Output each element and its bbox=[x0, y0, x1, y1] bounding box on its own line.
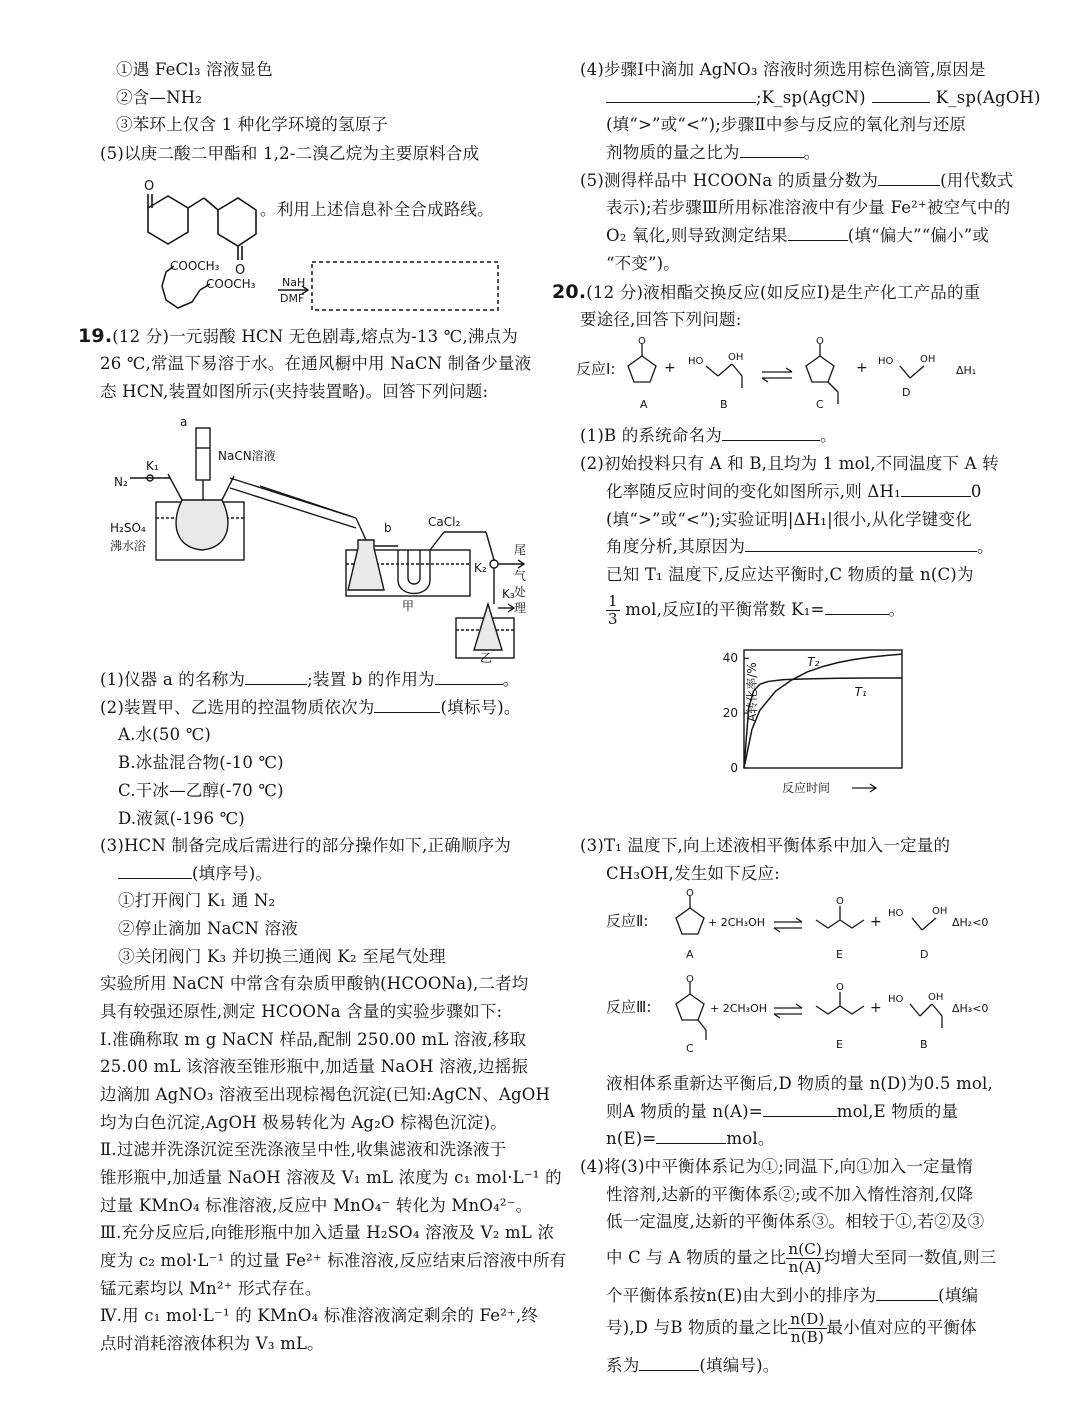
option-c: C.干冰—乙醇(-70 ℃) bbox=[118, 781, 284, 800]
series-label-1: T₂ bbox=[807, 654, 820, 669]
answer-blank[interactable] bbox=[722, 426, 820, 441]
xlabel-arrow bbox=[852, 784, 876, 792]
procedure-line: 均为白色沉淀,AgOH 极易转化为 Ag₂O 棕褐色沉淀)。 bbox=[100, 1113, 507, 1132]
q18-5-tail: 。利用上述信息补全合成路线。 bbox=[260, 200, 494, 219]
answer-blank[interactable] bbox=[901, 482, 971, 497]
label-k3: K₃ bbox=[502, 587, 515, 601]
ksp-agoh: K_sp(AgOH) bbox=[935, 88, 1041, 107]
operation-3: ③关闭阀门 K₃ 并切换三通阀 K₂ 至尾气处理 bbox=[118, 947, 446, 966]
synthesis-route bbox=[140, 256, 510, 326]
q19-2-tail: (填标号)。 bbox=[440, 698, 521, 717]
q20-heading bbox=[552, 282, 980, 303]
q20-4-db-text: 号),D 与B 物质的量之比 bbox=[606, 1318, 789, 1337]
route-group-1: COOCH₃ bbox=[170, 259, 220, 273]
reaction-3-scheme bbox=[606, 972, 1006, 1056]
q19-4-ratio: 剂物质的量之比为 bbox=[606, 143, 740, 162]
condition-3: ③苯环上仅含 1 种化学环境的氢原子 bbox=[116, 115, 389, 134]
atom-o: O bbox=[686, 974, 694, 985]
q20-3-e: mol,E 物质的量 bbox=[836, 1102, 959, 1121]
atom-o: O bbox=[836, 982, 844, 993]
procedure-line: 锥形瓶中,加适量 NaOH 溶液及 V₁ mL 浓度为 c₁ mol·L⁻¹ 的 bbox=[100, 1168, 562, 1187]
q20-1 bbox=[580, 426, 837, 446]
q19-line-3: 态 HCN,装置如图所示(夹持装置略)。回答下列问题: bbox=[100, 382, 489, 401]
answer-blank[interactable] bbox=[872, 88, 930, 103]
q19-line-1: (12 分)一元弱酸 HCN 无色剧毒,熔点为-13 ℃,沸点为 bbox=[112, 327, 518, 346]
label-nacn: NaCN溶液 bbox=[218, 449, 276, 463]
answer-blank[interactable] bbox=[606, 88, 756, 103]
q19-5-o2: O₂ 氧化,则导致测定结果 bbox=[606, 226, 788, 245]
q19-number: 19. bbox=[78, 325, 113, 347]
y-tick-label: 40 bbox=[722, 651, 738, 666]
q20-2-end: 。 bbox=[977, 537, 994, 556]
q20-3-mol: mol。 bbox=[726, 1129, 775, 1148]
procedure-line: 边滴加 AgNO₃ 溶液至出现棕褐色沉淀(已知:AgCN、AgOH bbox=[100, 1085, 551, 1104]
q19-3-tail: (填序号)。 bbox=[192, 864, 273, 883]
procedure-line: Ⅲ.充分反应后,向锥形瓶中加入适量 H₂SO₄ 溶液及 V₂ mL 浓 bbox=[100, 1223, 555, 1242]
label-A: A bbox=[686, 948, 694, 961]
label-waste-2: 气 bbox=[514, 569, 527, 583]
conversion-chart bbox=[700, 640, 920, 824]
procedure-line: 25.00 mL 该溶液至锥形瓶中,加适量 NaOH 溶液,边摇振 bbox=[100, 1057, 529, 1076]
atom-ho: HO bbox=[888, 994, 904, 1005]
label-C: C bbox=[686, 1042, 694, 1055]
q20-4-line-5 bbox=[606, 1286, 978, 1306]
q20-1-text: (1)B 的系统命名为 bbox=[580, 426, 722, 445]
procedure-line: 过量 KMnO₄ 标准溶液,反应中 MnO₄⁻ 转化为 MnO₄²⁻。 bbox=[100, 1196, 533, 1215]
atom-o: O bbox=[816, 336, 824, 347]
atom-o: O bbox=[638, 336, 646, 347]
q20-3-ne: n(E)= bbox=[606, 1129, 657, 1148]
fraction-nd-nb bbox=[788, 1311, 826, 1346]
option-d: D.液氮(-196 ℃) bbox=[118, 809, 245, 828]
q19-3-answer bbox=[118, 864, 272, 884]
answer-blank[interactable] bbox=[435, 670, 503, 685]
label-D: D bbox=[920, 948, 929, 961]
label-yi: 乙 bbox=[480, 651, 493, 664]
condition-2: ②含—NH₂ bbox=[116, 88, 203, 107]
q20-4-order-tail: (填编 bbox=[938, 1286, 979, 1305]
label-D: D bbox=[902, 386, 911, 399]
operation-2: ②停止滴加 NaCN 溶液 bbox=[118, 919, 298, 938]
atom-oh: OH bbox=[920, 354, 936, 365]
option-b: B.冰盐混合物(-10 ℃) bbox=[118, 753, 284, 772]
q20-2-k1-end: 。 bbox=[888, 600, 906, 619]
fraction-numerator: n(D) bbox=[790, 1310, 825, 1328]
fraction-nc-na bbox=[786, 1241, 824, 1276]
label-waste-1: 尾 bbox=[514, 543, 527, 557]
route-group-2: COOCH₃ bbox=[206, 277, 256, 291]
q19-1-part-c: 。 bbox=[502, 670, 520, 689]
q19-heading bbox=[78, 326, 518, 347]
y-tick-label: 0 bbox=[730, 761, 738, 775]
q19-line-2: 26 ℃,常温下易溶于水。在通风橱中用 NaCN 制备少量液 bbox=[100, 354, 532, 373]
q19-4-line-2 bbox=[606, 88, 1041, 108]
q20-4-line-1: (4)将(3)中平衡体系记为①;同温下,向①加入一定量惰 bbox=[580, 1157, 974, 1176]
q20-4-line-3: 低一定温度,达新的平衡体系③。相较于①,若②及③ bbox=[606, 1212, 985, 1231]
q20-4-order: 个平衡体系按n(E)由大到小的排序为 bbox=[606, 1286, 877, 1305]
label-h2so4: H₂SO₄ bbox=[110, 521, 146, 535]
operation-1: ①打开阀门 K₁ 通 N₂ bbox=[118, 891, 276, 910]
label-E: E bbox=[836, 1038, 843, 1051]
atom-ho: HO bbox=[888, 908, 904, 919]
ketone-o-2: O bbox=[235, 263, 246, 278]
label-k2: K₂ bbox=[474, 561, 487, 575]
q20-2-zero: 0 bbox=[970, 482, 982, 501]
label-E: E bbox=[836, 948, 843, 961]
apparatus-diagram bbox=[110, 414, 530, 664]
q20-1-tail: 。 bbox=[819, 426, 837, 445]
procedure-line: Ⅰ.准确称取 m g NaCN 样品,配制 250.00 mL 溶液,移取 bbox=[100, 1030, 527, 1049]
q19-5-tail: (用代数式 bbox=[940, 171, 1014, 190]
answer-blank[interactable] bbox=[374, 698, 440, 713]
q19-5-line-4: “不变”)。 bbox=[606, 254, 681, 273]
q20-4-line-4 bbox=[606, 1238, 996, 1278]
fraction-numerator: 1 bbox=[608, 592, 618, 610]
route-reagent-bottom: DMF bbox=[280, 292, 305, 305]
q20-4-ratio-text: 中 C 与 A 物质的量之比 bbox=[606, 1248, 787, 1267]
procedure-line: Ⅳ.用 c₁ mol·L⁻¹ 的 KMnO₄ 标准溶液滴定剩余的 Fe²⁺,终 bbox=[100, 1306, 539, 1325]
procedure-line: 实验所用 NaCN 中常含有杂质甲酸钠(HCOONa),二者均 bbox=[100, 974, 529, 993]
ksp-agcn: ;K_sp(AgCN) bbox=[756, 88, 866, 107]
label-k1: K₁ bbox=[146, 459, 159, 473]
q19-1-part-a: (1)仪器 a 的名称为 bbox=[100, 670, 246, 689]
q20-2-line-1: (2)初始投料只有 A 和 B,且均为 1 mol,不同温度下 A 转 bbox=[580, 454, 999, 473]
answer-blank[interactable] bbox=[245, 670, 307, 685]
chart-frame bbox=[744, 650, 902, 768]
fraction-denominator: n(A) bbox=[788, 1258, 822, 1276]
q20-4-line-6 bbox=[606, 1308, 977, 1348]
series-line-2 bbox=[744, 678, 902, 768]
series-line-1 bbox=[744, 654, 902, 768]
answer-blank[interactable] bbox=[740, 143, 804, 158]
plus-sign: + bbox=[856, 360, 868, 376]
label-a: a bbox=[180, 415, 188, 429]
answer-blank[interactable] bbox=[876, 1286, 938, 1301]
q20-2-line-5: 已知 T₁ 温度下,反应达平衡时,C 物质的量 n(C)为 bbox=[606, 565, 974, 584]
q20-2-line-2 bbox=[606, 482, 982, 502]
plus-sign: + bbox=[870, 914, 882, 930]
answer-blank[interactable] bbox=[639, 1356, 699, 1371]
answer-blank[interactable] bbox=[878, 171, 940, 186]
atom-oh: OH bbox=[932, 906, 948, 917]
q19-3: (3)HCN 制备完成后需进行的部分操作如下,正确顺序为 bbox=[100, 836, 511, 855]
y-tick-label: 20 bbox=[722, 706, 738, 721]
q19-4-line-4 bbox=[606, 143, 820, 163]
q20-4-db-tail: 最小值对应的平衡体 bbox=[826, 1318, 977, 1337]
answer-blank[interactable] bbox=[745, 537, 977, 552]
answer-blank[interactable] bbox=[656, 1129, 726, 1144]
label-C: C bbox=[816, 398, 824, 411]
label-waste-4: 理 bbox=[514, 601, 527, 615]
q20-number: 20. bbox=[552, 281, 587, 303]
label-cacl2: CaCl₂ bbox=[428, 515, 461, 529]
q20-3-na: 则A 物质的量 n(A)= bbox=[606, 1102, 763, 1121]
label-B: B bbox=[920, 1038, 928, 1051]
q20-2-line-4 bbox=[606, 537, 994, 557]
q19-4-end: 。 bbox=[803, 143, 821, 162]
q20-3-after-1: 液相体系重新达平衡后,D 物质的量 n(D)为0.5 mol, bbox=[606, 1074, 993, 1093]
answer-blank[interactable] bbox=[763, 1102, 837, 1117]
option-a: A.水(50 ℃) bbox=[118, 725, 212, 744]
q20-2-k1: mol,反应Ⅰ的平衡常数 K₁= bbox=[625, 600, 825, 619]
q20-4-system-tail: (填编号)。 bbox=[699, 1356, 780, 1375]
q20-2-reason: 角度分析,其原因为 bbox=[606, 537, 746, 556]
q18-5-text: (5)以庚二酸二甲酯和 1,2-二溴乙烷为主要原料合成 bbox=[100, 144, 480, 163]
q19-2-text: (2)装置甲、乙选用的控温物质依次为 bbox=[100, 698, 375, 717]
label-n2: N₂ bbox=[114, 475, 128, 489]
answer-blank[interactable] bbox=[825, 600, 889, 615]
plus-sign: + bbox=[870, 1000, 882, 1016]
q20-3-line-2: CH₃OH,发生如下反应: bbox=[606, 864, 780, 883]
atom-ho: HO bbox=[878, 356, 894, 367]
label-b: b bbox=[384, 521, 392, 535]
series-label-2: T₁ bbox=[854, 684, 867, 699]
q20-2-dh: 化率随反应时间的变化如图所示,则 ΔH₁ bbox=[606, 482, 901, 501]
procedure-line: 点时消耗溶液体积为 V₃ mL。 bbox=[100, 1334, 324, 1353]
q20-4-ratio-tail: 均增大至同一数值,则三 bbox=[823, 1248, 997, 1267]
answer-blank[interactable] bbox=[788, 226, 848, 241]
q20-3-line-1: (3)T₁ 温度下,向上述液相平衡体系中加入一定量的 bbox=[580, 836, 951, 855]
reaction-2-label: 反应Ⅱ: bbox=[606, 912, 649, 930]
reaction-1-scheme bbox=[576, 334, 1006, 414]
label-bath: 沸水浴 bbox=[110, 539, 147, 553]
fraction-one-third bbox=[606, 593, 620, 628]
fraction-numerator: n(C) bbox=[788, 1240, 822, 1258]
q20-2-line-3: (填“>”或“<”);实验证明|ΔH₁|很小,从化学键变化 bbox=[606, 510, 972, 529]
q20-line-1: (12 分)液相酯交换反应(如反应Ⅰ)是生产化工产品的重 bbox=[586, 283, 981, 302]
reagent-methanol: + 2CH₃OH bbox=[708, 916, 766, 929]
ketone-o-1: O bbox=[144, 179, 155, 194]
procedure-line: 度为 c₂ mol·L⁻¹ 的过量 Fe²⁺ 标准溶液,反应结束后溶液中所有 bbox=[100, 1251, 567, 1270]
delta-h3: ΔH₃<0 bbox=[952, 1002, 989, 1015]
label-waste-3: 处 bbox=[514, 585, 527, 599]
chart-ylabel: A转化率/% bbox=[745, 662, 759, 722]
q19-5-line-3 bbox=[606, 226, 989, 246]
q20-4-line-2: 性溶剂,达新的平衡体系②;或不加入惰性溶剂,仅降 bbox=[606, 1185, 974, 1204]
atom-o: O bbox=[836, 896, 844, 907]
atom-o: O bbox=[686, 888, 694, 899]
q20-3-after-3 bbox=[606, 1129, 775, 1149]
q19-5-choice: (填“偏大”“偏小”或 bbox=[847, 226, 990, 245]
label-B: B bbox=[720, 398, 728, 411]
q19-4-line-3: (填“>”或“<”);步骤Ⅱ中参与反应的氧化剂与还原 bbox=[606, 115, 967, 134]
q20-4-system: 系为 bbox=[606, 1356, 640, 1375]
reaction-1-label: 反应Ⅰ: bbox=[576, 360, 616, 378]
reaction-2-scheme bbox=[606, 886, 1006, 966]
delta-h2: ΔH₂<0 bbox=[952, 916, 989, 929]
atom-ho: HO bbox=[688, 356, 704, 367]
q19-1 bbox=[100, 670, 519, 690]
q19-5-text: (5)测得样品中 HCOONa 的质量分数为 bbox=[580, 171, 879, 190]
atom-oh: OH bbox=[728, 352, 744, 363]
procedure-line: Ⅱ.过滤并洗涤沉淀至洗涤液呈中性,收集滤液和洗涤液于 bbox=[100, 1140, 507, 1159]
q19-2 bbox=[100, 698, 521, 718]
chart-xlabel: 反应时间 bbox=[782, 781, 831, 795]
condition-1: ①遇 FeCl₃ 溶液显色 bbox=[116, 60, 273, 79]
q20-line-2: 要途径,回答下列问题: bbox=[580, 310, 742, 329]
q20-2-line-6 bbox=[606, 592, 905, 628]
procedure-line: 锰元素均以 Mn²⁺ 形式存在。 bbox=[100, 1279, 322, 1298]
plus-sign: + bbox=[664, 360, 676, 376]
q19-1-part-b: ;装置 b 的作用为 bbox=[307, 670, 435, 689]
delta-h1: ΔH₁ bbox=[956, 364, 977, 377]
answer-blank[interactable] bbox=[118, 864, 192, 879]
reaction-3-label: 反应Ⅲ: bbox=[606, 998, 652, 1016]
atom-oh: OH bbox=[928, 992, 944, 1003]
route-reagent-top: NaH bbox=[282, 276, 306, 289]
procedure-line: 具有较强还原性,测定 HCOONa 含量的实验步骤如下: bbox=[100, 1002, 503, 1021]
q19-5-line-2: 表示);若步骤Ⅲ所用标准溶液中有少量 Fe²⁺被空气中的 bbox=[606, 198, 1011, 217]
q19-4-line-1: (4)步骤Ⅰ中滴加 AgNO₃ 溶液时须选用棕色滴管,原因是 bbox=[580, 60, 986, 79]
label-jia: 甲 bbox=[402, 599, 415, 613]
fraction-denominator: 3 bbox=[608, 610, 618, 628]
label-A: A bbox=[640, 398, 648, 411]
q20-4-line-7 bbox=[606, 1356, 779, 1376]
fraction-denominator: n(B) bbox=[790, 1328, 825, 1346]
q20-3-after-2 bbox=[606, 1102, 958, 1122]
q19-5-line-1 bbox=[580, 171, 1014, 191]
reagent-methanol: + 2CH₃OH bbox=[710, 1002, 768, 1015]
